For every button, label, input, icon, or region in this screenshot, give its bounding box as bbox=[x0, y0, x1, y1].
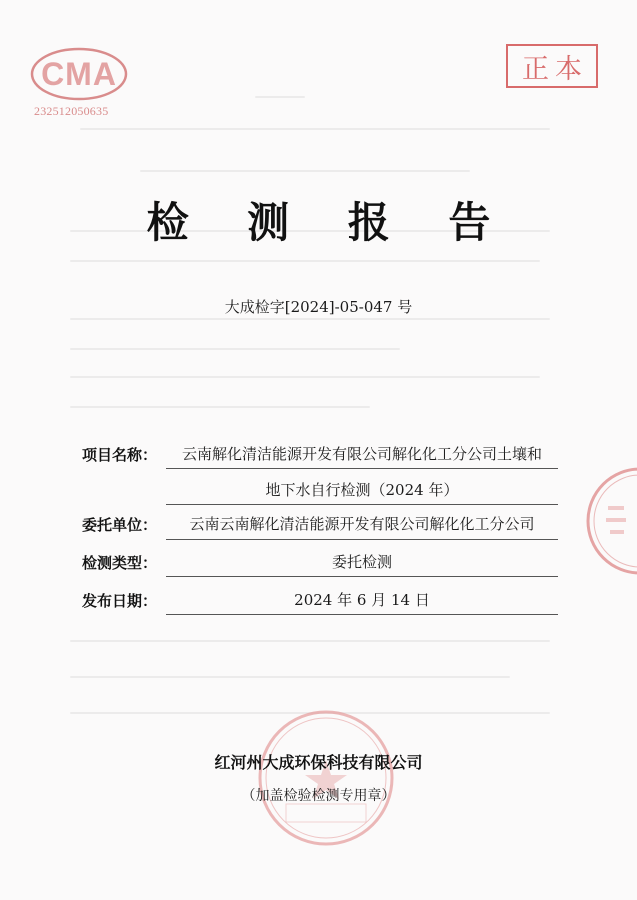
cma-number: 232512050635 bbox=[34, 104, 109, 118]
cross-page-seal bbox=[584, 466, 637, 576]
issue-date-label: 发布日期： bbox=[82, 592, 158, 610]
page-title: 检 测 报 告 bbox=[146, 198, 513, 247]
issue-date-value: 2024 年 6 月 14 日 bbox=[294, 591, 430, 609]
report-number: 大成检字[2024]-05-047 号 bbox=[224, 298, 413, 316]
company-name: 红河州大成环保科技有限公司 bbox=[214, 753, 423, 772]
issue-date-underline bbox=[166, 614, 558, 615]
project-value-line1: 云南解化清洁能源开发有限公司解化化工分公司土壤和 bbox=[181, 445, 542, 463]
project-underline-1 bbox=[166, 468, 558, 469]
original-copy-stamp bbox=[506, 44, 598, 88]
client-label: 委托单位： bbox=[82, 516, 158, 534]
seal-note: （加盖检验检测专用章） bbox=[241, 788, 396, 804]
test-type-underline bbox=[166, 576, 558, 577]
client-value: 云南云南解化清洁能源开发有限公司解化化工分公司 bbox=[189, 515, 535, 533]
cma-letters: CMA bbox=[41, 56, 117, 92]
project-underline-2 bbox=[166, 504, 558, 505]
test-type-label: 检测类型： bbox=[82, 554, 158, 572]
company-seal bbox=[256, 708, 396, 848]
cma-logo bbox=[30, 46, 128, 102]
project-label: 项目名称： bbox=[82, 446, 158, 464]
test-type-value: 委托检测 bbox=[331, 553, 392, 571]
client-underline bbox=[166, 539, 558, 540]
project-value-line2: 地下水自行检测（2024 年） bbox=[265, 481, 459, 499]
original-copy-stamp-text: 正本 bbox=[522, 53, 588, 85]
